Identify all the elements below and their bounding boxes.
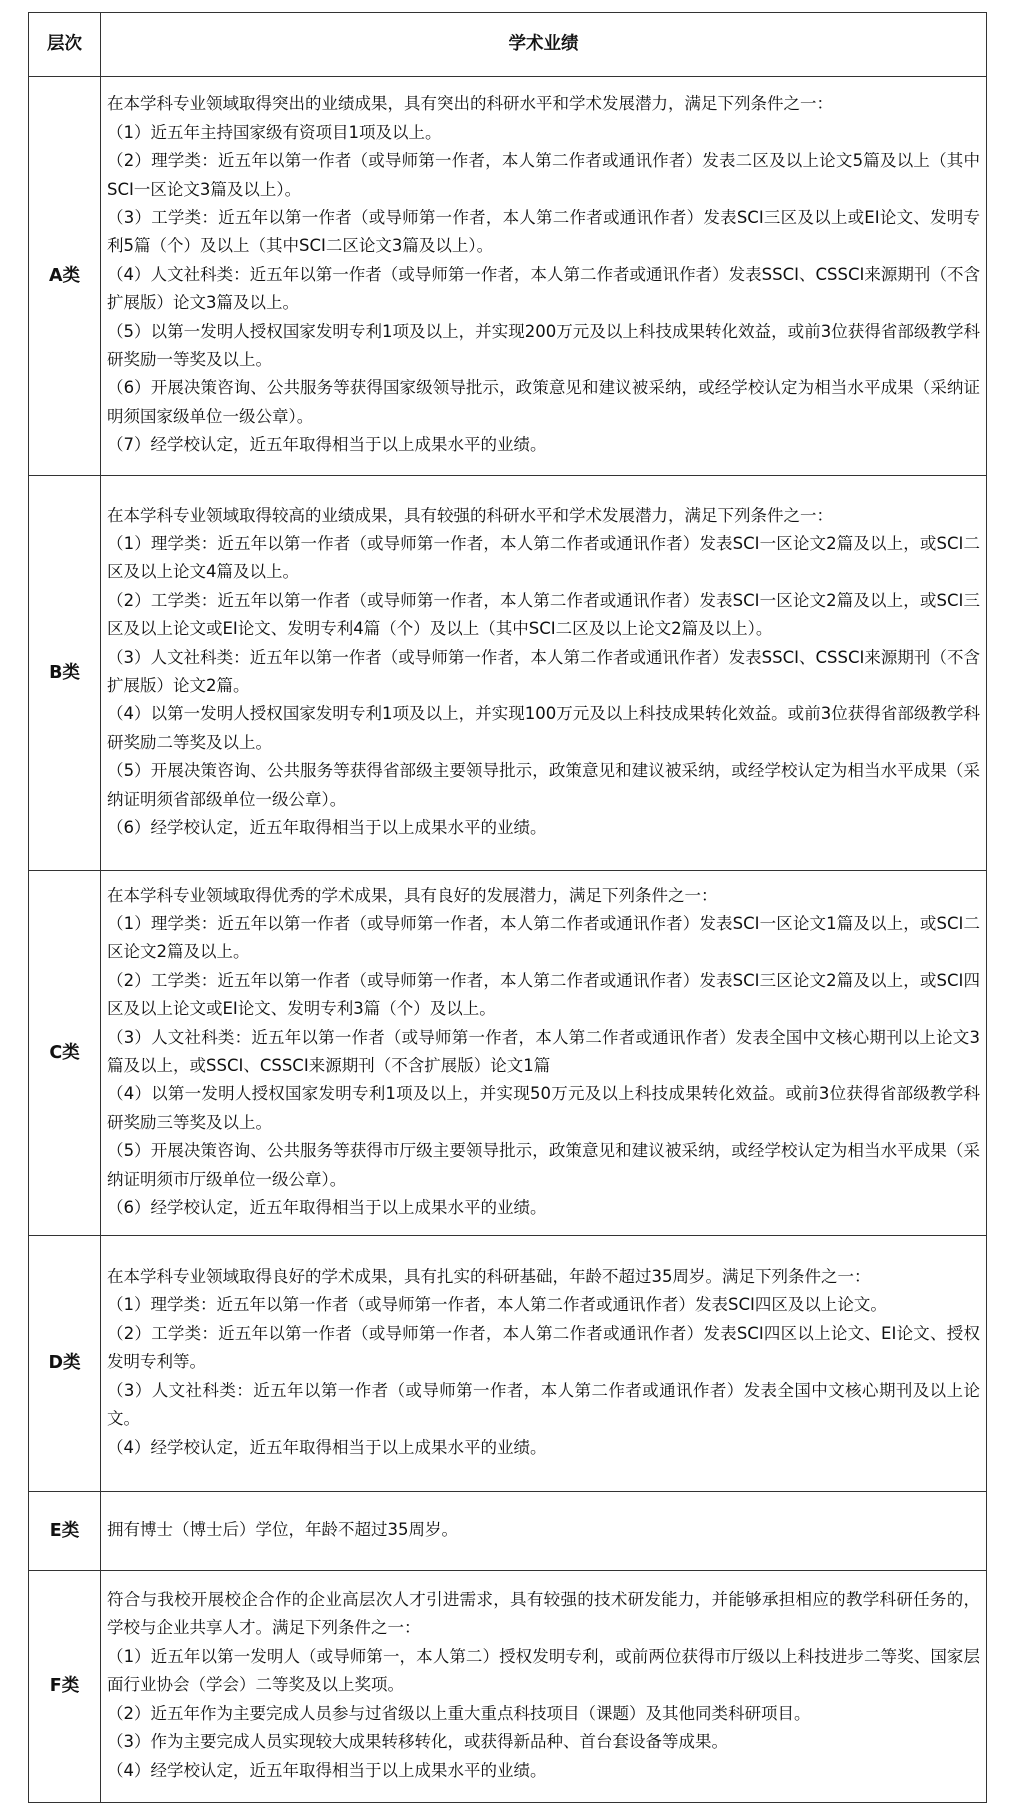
criteria-item: （5）以第一发明人授权国家发明专利1项及以上，并实现200万元及以上科技成果转化效益，或前3位获得省部级教学科研奖励一等奖及以上。 [107,321,980,370]
criteria-item: （2）理学类：近五年以第一作者（或导师第一作者，本人第二作者或通讯作者）发表二区及以上论文5篇及以上（其中SCI一区论文3篇及以上）。 [107,151,980,199]
criteria-item: （2）工学类：近五年以第一作者（或导师第一作者，本人第二作者或通讯作者）发表SCI三区论文2篇及以上，或SCI四区及以上论文或EI论文、发明专利3篇（个）及以上。 [107,970,980,1019]
tier-row-f [29,1571,987,1803]
tier-label: B类 [29,476,101,871]
criteria-intro: 符合与我校开展校企合作的企业高层次人才引进需求，具有较强的技术研发能力，并能够承担相应的教学科研任务的，学校与企业共享人才。满足下列条件之一： [107,1590,980,1638]
criteria-item: （3）人文社科类：近五年以第一作者（或导师第一作者，本人第二作者或通讯作者）发表全国中文核心期刊及以上论文。 [107,1380,980,1429]
tier-label: A类 [29,77,101,476]
criteria-table [28,12,987,1803]
tier-criteria [101,476,987,871]
tier-row-d [29,1236,987,1492]
criteria-item: （5）开展决策咨询、公共服务等获得市厅级主要领导批示，政策意见和建议被采纳，或经学校认定为相当水平成果（采纳证明须市厅级单位一级公章）。 [107,1141,980,1189]
criteria-item: （6）经学校认定，近五年取得相当于以上成果水平的业绩。 [107,1198,547,1218]
criteria-item: （7）经学校认定，近五年取得相当于以上成果水平的业绩。 [107,435,547,455]
criteria-item: （3）作为主要完成人员实现较大成果转移转化，或获得新品种、首台套设备等成果。 [107,1732,728,1752]
criteria-item: （1）理学类：近五年以第一作者（或导师第一作者，本人第二作者或通讯作者）发表SCI一区论文1篇及以上，或SCI二区论文2篇及以上。 [107,913,980,962]
tier-label: E类 [29,1492,101,1571]
criteria-item: （2）近五年作为主要完成人员参与过省级以上重大重点科技项目（课题）及其他同类科研项目。 [107,1703,811,1723]
tier-label: F类 [29,1571,101,1803]
criteria-item: （2）工学类：近五年以第一作者（或导师第一作者，本人第二作者或通讯作者）发表SCI一区论文2篇及以上，或SCI三区及以上论文或EI论文、发明专利4篇（个）及以上（其中SCI二区及以上论文2篇及以上）。 [107,590,980,639]
criteria-item: （5）开展决策咨询、公共服务等获得省部级主要领导批示，政策意见和建议被采纳，或经学校认定为相当水平成果（采纳证明须省部级单位一级公章）。 [107,761,980,809]
tier-label: D类 [29,1236,101,1492]
tier-row-e [29,1492,987,1571]
tier-criteria [101,871,987,1236]
criteria-intro: 在本学科专业领域取得良好的学术成果，具有扎实的科研基础，年龄不超过35周岁。满足下列条件之一： [107,1267,871,1287]
tier-criteria [101,77,987,476]
criteria-item: （1）理学类：近五年以第一作者（或导师第一作者，本人第二作者或通讯作者）发表SCI四区及以上论文。 [107,1295,887,1315]
criteria-item: （3）工学类：近五年以第一作者（或导师第一作者，本人第二作者或通讯作者）发表SCI三区及以上或EI论文、发明专利5篇（个）及以上（其中SCI二区论文3篇及以上）。 [107,207,980,256]
criteria-intro: 在本学科专业领域取得较高的业绩成果，具有较强的科研水平和学术发展潜力，满足下列条件之一： [107,505,833,525]
criteria-item: （3）人文社科类：近五年以第一作者（或导师第一作者，本人第二作者或通讯作者）发表全国中文核心期刊以上论文3篇及以上，或SSCI、CSSCI来源期刊（不含扩展版）论文1篇 [107,1027,980,1075]
header-achievement: 学术业绩 [101,13,987,77]
tier-row-c [29,871,987,1236]
criteria-item: （1）理学类：近五年以第一作者（或导师第一作者，本人第二作者或通讯作者）发表SCI一区论文2篇及以上，或SCI二区及以上论文4篇及以上。 [107,533,980,582]
criteria-item: （4）经学校认定，近五年取得相当于以上成果水平的业绩。 [107,1760,547,1780]
criteria-item: （4）以第一发明人授权国家发明专利1项及以上，并实现50万元及以上科技成果转化效益。或前3位获得省部级教学科研奖励三等奖及以上。 [107,1084,980,1132]
criteria-item: （1）近五年主持国家级有资项目1项及以上。 [107,122,442,142]
criteria-intro: 在本学科专业领域取得突出的业绩成果，具有突出的科研水平和学术发展潜力，满足下列条件之一： [107,94,833,114]
criteria-item: （3）人文社科类：近五年以第一作者（或导师第一作者，本人第二作者或通讯作者）发表SSCI、CSSCI来源期刊（不含扩展版）论文2篇。 [107,647,980,695]
criteria-item: （4）以第一发明人授权国家发明专利1项及以上，并实现100万元及以上科技成果转化效益。或前3位获得省部级教学科研奖励二等奖及以上。 [107,704,980,752]
header-level: 层次 [29,13,101,77]
criteria-item: （4）人文社科类：近五年以第一作者（或导师第一作者，本人第二作者或通讯作者）发表SSCI、CSSCI来源期刊（不含扩展版）论文3篇及以上。 [107,264,980,313]
header-row [29,13,987,77]
tier-row-a [29,77,987,476]
tier-row-b [29,476,987,871]
tier-label: C类 [29,871,101,1236]
criteria-item: （6）开展决策咨询、公共服务等获得国家级领导批示，政策意见和建议被采纳，或经学校认定为相当水平成果（采纳证明须国家级单位一级公章）。 [107,378,980,426]
criteria-item: （6）经学校认定，近五年取得相当于以上成果水平的业绩。 [107,818,547,838]
tier-criteria [101,1571,987,1803]
tier-criteria [101,1492,987,1571]
criteria-item: （1）近五年以第一发明人（或导师第一，本人第二）授权发明专利，或前两位获得市厅级以上科技进步二等奖、国家层面行业协会（学会）二等奖及以上奖项。 [107,1646,980,1695]
criteria-intro: 在本学科专业领域取得优秀的学术成果，具有良好的发展潜力，满足下列条件之一： [107,885,718,905]
criteria-item: （2）工学类：近五年以第一作者（或导师第一作者，本人第二作者或通讯作者）发表SCI四区以上论文、EI论文、授权发明专利等。 [107,1323,980,1372]
criteria-intro: 拥有博士（博士后）学位，年龄不超过35周岁。 [107,1519,458,1539]
tier-criteria [101,1236,987,1492]
criteria-item: （4）经学校认定，近五年取得相当于以上成果水平的业绩。 [107,1437,547,1457]
